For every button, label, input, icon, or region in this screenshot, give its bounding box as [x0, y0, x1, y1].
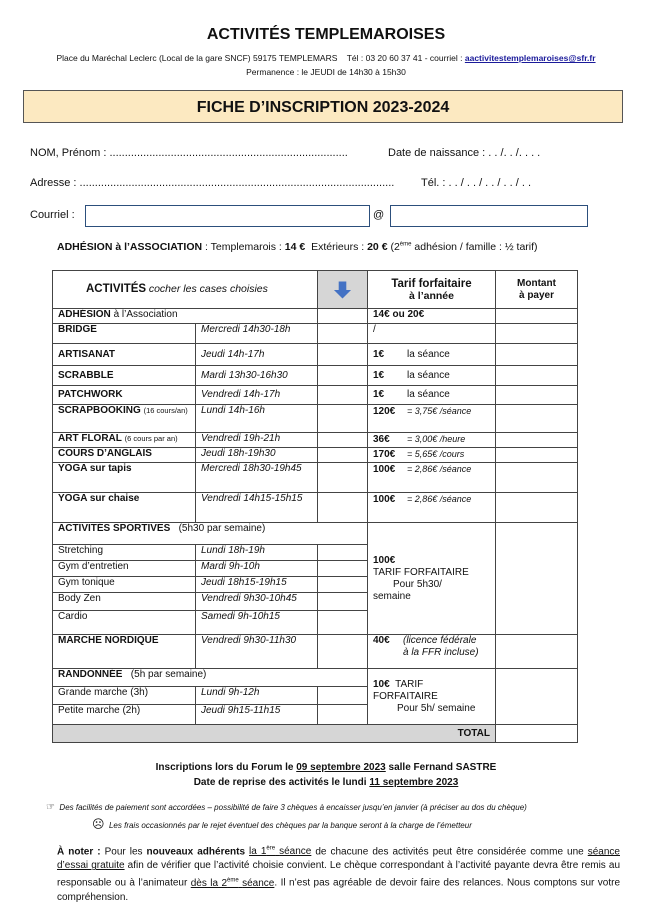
templemarois-label: Templemarois : — [210, 241, 282, 253]
amount-sportives[interactable] — [496, 523, 578, 635]
rando-tarif-price: 10€ — [373, 678, 390, 690]
sad-face-icon: ☹ — [92, 817, 105, 831]
row-petitemarche-name: Petite marche (2h) — [53, 705, 196, 725]
phone: Tél : 03 20 60 37 41 — [346, 53, 423, 63]
row-artfloral-name — [53, 433, 196, 448]
notice-sup1: ère — [266, 846, 276, 852]
notice-essai: séance d’essai gratuite — [57, 846, 620, 872]
checkbox-gymtonique[interactable] — [318, 577, 368, 593]
row-adhesion-rest: à l’Association — [113, 309, 178, 320]
row-sportives-head — [53, 523, 368, 545]
row-marche-tarif — [368, 635, 496, 669]
checkbox-artfloral[interactable] — [318, 433, 368, 448]
row-marche-unit: (licence fédérale — [403, 635, 477, 646]
amount-marche[interactable] — [496, 635, 578, 669]
row-gymtonique-time: Jeudi 18h15-19h15 — [196, 577, 318, 593]
row-anglais-time: Jeudi 18h-19h30 — [196, 448, 318, 463]
forum-line-post: salle Fernand SASTRE — [388, 762, 497, 773]
row-scrabble-tarif — [368, 366, 496, 386]
amount-randonnee[interactable] — [496, 669, 578, 725]
amount-artfloral[interactable] — [496, 433, 578, 448]
row-yogatapis-time: Mercredi 18h30-19h45 — [196, 463, 318, 493]
sport-tarif-price: 100€ — [373, 554, 396, 566]
row-scrapbooking-unit: = 3,75€ /séance — [407, 406, 472, 416]
table-row — [53, 448, 578, 463]
notice-sup2: ème — [227, 877, 239, 884]
rando-tarif-line1: TARIF FORFAITAIRE — [373, 678, 438, 702]
second-adhesion-sup: ème — [399, 241, 412, 248]
row-bridge-time: Mercredi 14h30-18h — [196, 324, 318, 344]
forum-line — [0, 762, 652, 773]
table-row — [53, 523, 578, 545]
table-row — [53, 635, 578, 669]
notice-paragraph — [57, 842, 620, 905]
sport-tarif-line4: semaine — [373, 590, 411, 602]
amount-anglais[interactable] — [496, 448, 578, 463]
notice-p1: Pour les — [104, 846, 143, 858]
email-domain-input[interactable] — [390, 205, 588, 227]
table-row — [53, 366, 578, 386]
row-randonnee-head — [53, 669, 368, 687]
checkbox-bridge[interactable] — [318, 324, 368, 344]
row-yogachaise-name: YOGA sur chaise — [53, 493, 196, 523]
table-row — [53, 386, 578, 405]
row-yogatapis-price: 100€ — [373, 464, 396, 475]
amount-artisanat[interactable] — [496, 344, 578, 366]
row-anglais-unit: = 5,65€ /cours — [407, 449, 465, 459]
header-activites-label: ACTIVITÉS — [86, 283, 147, 295]
name-field[interactable]: NOM, Prénom : .............................................................................. — [30, 147, 348, 159]
row-marche-unit2: à la FFR incluse) — [403, 647, 479, 658]
row-artisanat-name: ARTISANAT — [53, 344, 196, 366]
row-artfloral-price: 36€ — [373, 434, 390, 445]
checkbox-anglais[interactable] — [318, 448, 368, 463]
row-yogatapis-name: YOGA sur tapis — [53, 463, 196, 493]
row-scrabble-name: SCRABBLE — [53, 366, 196, 386]
amount-scrapbooking[interactable] — [496, 405, 578, 433]
email-link[interactable]: aactivitestemplemaroises@sfr.fr — [464, 53, 596, 63]
row-scrapbooking-time: Lundi 14h-16h — [196, 405, 318, 433]
row-scrapbooking-name — [53, 405, 196, 433]
rando-tarif-cell — [368, 669, 496, 725]
row-artfloral-tarif — [368, 433, 496, 448]
header-montant — [496, 271, 578, 309]
table-row — [53, 669, 578, 687]
checkbox-artisanat[interactable] — [318, 344, 368, 366]
checkbox-bodyzen[interactable] — [318, 593, 368, 611]
notice-p3: de chacune des activités peut être considérée comme une — [315, 846, 584, 858]
email-user-input[interactable] — [85, 205, 370, 227]
row-anglais-price: 170€ — [373, 449, 396, 460]
notice-des: dès la 2 — [190, 877, 228, 889]
second-adhesion-post: adhésion / famille : ½ tarif) — [414, 241, 538, 253]
payment-note-text: Des facilités de paiement sont accordées – possibilité de faire 3 chèques à encaisser jusqu’en janvier (à préciser au dos du chèque) — [59, 803, 527, 812]
notice-p2: la 1 — [249, 846, 267, 858]
row-yogachaise-price: 100€ — [373, 494, 396, 505]
row-gym-name: Gym d’entretien — [53, 561, 196, 577]
row-bridge-tarif: / — [368, 324, 496, 344]
row-cardio-time: Samedi 9h-10h15 — [196, 611, 318, 635]
row-stretching-time: Lundi 18h-19h — [196, 545, 318, 561]
row-marche-price: 40€ — [373, 635, 390, 646]
checkbox-stretching[interactable] — [318, 545, 368, 561]
row-artfloral-note: (6 cours par an) — [124, 434, 178, 443]
header-tarif-label: Tarif forfaitaire — [391, 277, 472, 290]
row-artisanat-price: 1€ — [373, 348, 385, 360]
permanence: Permanence : le JEUDI de 14h30 à 15h30 — [246, 67, 406, 77]
notice-p5: . Il n’est pas agréable de devoir faire des relances. Nous comptons sur votre compréhension. — [57, 877, 620, 903]
address: Place du Maréchal Leclerc (Local de la gare SNCF) 59175 TEMPLEMARS — [56, 53, 338, 63]
row-adhesion-label: ADHÉSION — [58, 309, 111, 320]
table-row — [53, 493, 578, 523]
amount-adhesion[interactable] — [496, 309, 578, 324]
notice-label: À noter : — [57, 846, 101, 858]
row-patchwork-name: PATCHWORK — [53, 386, 196, 405]
amount-patchwork[interactable] — [496, 386, 578, 405]
row-gym-time: Mardi 9h-10h — [196, 561, 318, 577]
row-scrabble-time: Mardi 13h30-16h30 — [196, 366, 318, 386]
header-montant-label: Montant — [517, 277, 556, 289]
second-adhesion-pre: (2 — [390, 241, 400, 253]
total-row — [53, 725, 578, 743]
checkbox-grandemarche[interactable] — [318, 687, 368, 705]
row-artisanat-time: Jeudi 14h-17h — [196, 344, 318, 366]
table-row — [53, 405, 578, 433]
row-anglais-tarif — [368, 448, 496, 463]
table-row — [53, 433, 578, 448]
pointing-hand-icon: ☞ — [46, 802, 55, 813]
row-scrabble-unit: la séance — [407, 369, 450, 381]
row-bodyzen-time: Vendredi 9h30-10h45 — [196, 593, 318, 611]
row-bodyzen-name: Body Zen — [53, 593, 196, 611]
row-petitemarche-time: Jeudi 9h15-11h15 — [196, 705, 318, 725]
header-tarif-sub: à l’année — [409, 289, 454, 302]
reprise-line — [0, 777, 652, 788]
notice-p4: afin de vérifier que l’activité choisie convient. Le chèque correspondant à l’activité payante devra être remis au responsable ou à l’animateur — [57, 860, 621, 889]
header-check-col — [318, 271, 368, 309]
birthdate-field[interactable]: Date de naissance : . . /. . /. . . . — [388, 147, 541, 159]
table-header-row — [53, 271, 578, 309]
row-stretching-name: Stretching — [53, 545, 196, 561]
checkbox-yogatapis[interactable] — [318, 463, 368, 493]
forum-line-pre: Inscriptions lors du Forum le — [155, 762, 294, 773]
row-scrapbooking-label: SCRAPBOOKING — [58, 405, 141, 416]
table-row — [53, 324, 578, 344]
email-field-label: Courriel : — [30, 209, 75, 221]
row-sportives-label: ACTIVITÉS SPORTIVES — [58, 523, 171, 534]
row-adhesion-tarif: 14€ ou 20€ — [368, 309, 496, 324]
adhesion-label: ADHÉSION à l’ASSOCIATION — [57, 241, 203, 253]
row-bridge-name: BRIDGE — [53, 324, 196, 344]
notice-seance2: séance — [242, 877, 275, 889]
table-row — [53, 344, 578, 366]
row-sportives-note: (5h30 par semaine) — [178, 523, 266, 534]
amount-yogatapis[interactable] — [496, 463, 578, 493]
row-marche-time: Vendredi 9h30-11h30 — [196, 635, 318, 669]
email-label: - courriel : — [424, 53, 463, 63]
row-artfloral-label: ART FLORAL — [58, 433, 122, 444]
activities-table — [52, 270, 578, 743]
row-adhesion-name — [53, 309, 318, 324]
row-patchwork-price: 1€ — [373, 389, 385, 400]
row-scrapbooking-note: (16 cours/an) — [143, 406, 188, 415]
amount-yogachaise[interactable] — [496, 493, 578, 523]
row-patchwork-unit: la séance — [407, 389, 450, 400]
rando-tarif-line2: Pour 5h/ semaine — [397, 702, 476, 714]
header-activites — [53, 271, 318, 309]
row-yogachaise-tarif — [368, 493, 496, 523]
exterieurs-label: Extérieurs : — [311, 241, 365, 253]
reprise-line-pre: Date de reprise des activités le lundi — [193, 777, 367, 788]
checkbox-yogachaise[interactable] — [318, 493, 368, 523]
row-randonnee-label: RANDONNÉE — [58, 669, 123, 680]
form-banner: FICHE D’INSCRIPTION 2023-2024 — [23, 90, 623, 123]
table-row — [53, 463, 578, 493]
row-yogachaise-unit: = 2,86€ /séance — [407, 494, 472, 504]
row-artfloral-unit: = 3,00€ /heure — [407, 434, 466, 444]
row-anglais-name: COURS D’ANGLAIS — [53, 448, 196, 463]
header-cocher-label: cocher les cases choisies — [148, 283, 268, 295]
checkbox-scrapbooking[interactable] — [318, 405, 368, 433]
sport-tarif-line3: Pour 5h30/ — [393, 578, 442, 590]
row-patchwork-time: Vendredi 14h-17h — [196, 386, 318, 405]
checkbox-gym[interactable] — [318, 561, 368, 577]
checkbox-marche[interactable] — [318, 635, 368, 669]
total-amount[interactable] — [496, 725, 578, 743]
row-marche-name: MARCHE NORDIQUE — [53, 635, 196, 669]
amount-scrabble[interactable] — [496, 366, 578, 386]
row-scrapbooking-price: 120€ — [373, 406, 396, 417]
contact-line — [0, 53, 652, 63]
row-yogatapis-unit: = 2,86€ /séance — [407, 464, 472, 474]
amount-bridge[interactable] — [496, 324, 578, 344]
row-randonnee-note: (5h par semaine) — [130, 669, 207, 680]
arrow-down-icon — [333, 280, 352, 300]
row-artisanat-unit: la séance — [407, 348, 450, 360]
cheque-note — [92, 815, 472, 833]
table-row — [53, 309, 578, 324]
total-label: TOTAL — [53, 725, 496, 743]
row-cardio-name: Cardio — [53, 611, 196, 635]
forum-date: 09 septembre 2023 — [296, 762, 386, 773]
row-patchwork-tarif — [368, 386, 496, 405]
association-title: ACTIVITÉS TEMPLEMAROISES — [206, 26, 446, 43]
row-scrabble-price: 1€ — [373, 369, 385, 381]
at-sign: @ — [373, 209, 385, 221]
checkbox-cardio[interactable] — [318, 611, 368, 635]
notice-seance: séance — [279, 846, 312, 858]
adhesion-colon: : — [205, 241, 208, 253]
header-montant-sub: à payer — [518, 289, 555, 301]
checkbox-patchwork[interactable] — [318, 386, 368, 405]
reprise-date: 11 septembre 2023 — [369, 777, 459, 788]
adhesion-line — [57, 241, 538, 253]
row-artfloral-time: Vendredi 19h-21h — [196, 433, 318, 448]
row-scrapbooking-tarif — [368, 405, 496, 433]
checkbox-scrabble[interactable] — [318, 366, 368, 386]
sport-tarif-line2: TARIF FORFAITAIRE — [373, 566, 469, 578]
notice-nouveaux: nouveaux adhérents — [146, 846, 246, 858]
row-grandemarche-name: Grande marche (3h) — [53, 687, 196, 705]
row-grandemarche-time: Lundi 9h-12h — [196, 687, 318, 705]
row-yogachaise-time: Vendredi 14h15-15h15 — [196, 493, 318, 523]
payment-note — [46, 797, 527, 815]
row-artisanat-tarif — [368, 344, 496, 366]
cheque-note-text: Les frais occasionnés par le rejet éventuel des chèques par la banque seront à la charge de l’émetteur — [108, 821, 472, 830]
row-gymtonique-name: Gym tonique — [53, 577, 196, 593]
templemarois-price: 14 € — [284, 241, 306, 253]
address-field[interactable]: Adresse : ....................................................................................................... — [30, 177, 395, 189]
checkbox-petitemarche[interactable] — [318, 705, 368, 725]
checkbox-adhesion[interactable] — [318, 309, 368, 324]
sport-tarif-cell — [368, 523, 496, 635]
exterieurs-price: 20 € — [367, 241, 388, 253]
header-tarif — [368, 271, 496, 309]
phone-field[interactable]: Tél. : . . / . . / . . / . . / . . — [421, 177, 532, 189]
row-yogatapis-tarif — [368, 463, 496, 493]
